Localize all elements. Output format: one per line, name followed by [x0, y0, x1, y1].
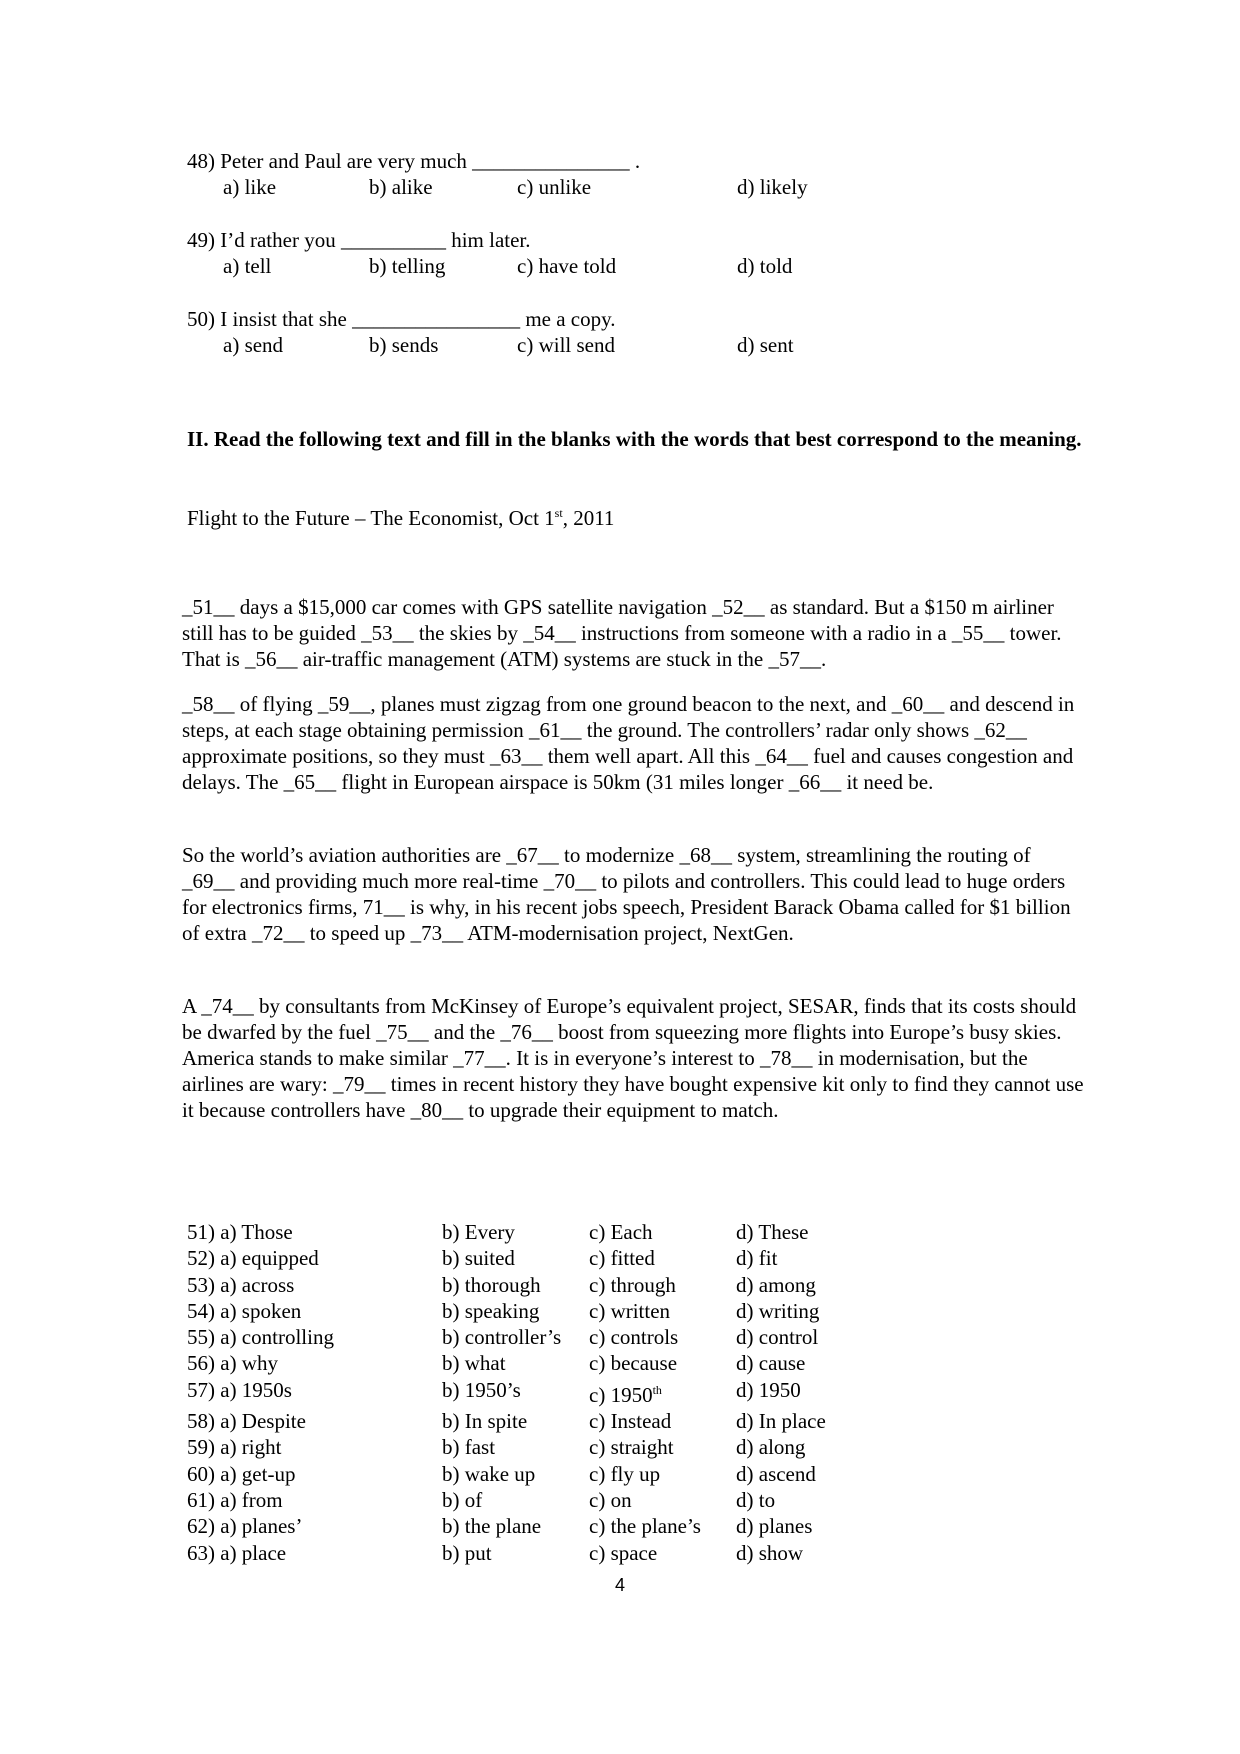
answer-c: c) fly up: [589, 1461, 661, 1486]
answer-d: d) fit: [736, 1246, 778, 1271]
answer-row: [187, 1513, 826, 1539]
question-stem: 48) Peter and Paul are very much _______________ .: [187, 149, 641, 173]
option-d: d) told: [737, 254, 793, 278]
answer-row: [187, 1298, 826, 1324]
answer-row: [187, 1408, 826, 1434]
answer-a: 63) a) place: [187, 1540, 287, 1565]
option-a: a) like: [223, 175, 277, 199]
answer-d: d) These: [736, 1220, 809, 1244]
answer-d: d) cause: [736, 1351, 806, 1376]
answer-c: c) controls: [589, 1325, 679, 1350]
option-a: a) tell: [223, 254, 272, 278]
answer-c: c) through: [589, 1272, 676, 1297]
option-d: d) likely: [737, 175, 808, 199]
option-d: d) sent: [737, 333, 794, 357]
answer-b: b) In spite: [442, 1409, 528, 1434]
answer-c: [589, 1377, 736, 1408]
option-c: c) will send: [517, 333, 615, 357]
option-b: b) telling: [369, 254, 446, 278]
answer-a: 62) a) planes’: [187, 1514, 303, 1539]
passage-paragraph-1: _51__ days a $15,000 car comes with GPS satellite navigation _52__ as standard. But a $150 m airliner still has to be guided _53__ the skies by _54__ instructions from someone with a radio in a _55__ tower. That is _56__ air-traffic management (ATM) systems are stuck in the _57__.: [182, 595, 1062, 671]
option-a: a) send: [223, 333, 284, 357]
answer-b: b) Every: [442, 1220, 515, 1244]
page-number: 4: [614, 1575, 625, 1595]
passage-paragraph-2: _58__ of flying _59__, planes must zigzag from one ground beacon to the next, and _60__ and descend in steps, at each stage obtaining permission _61__ the ground. The controllers’ radar only shows _62__ approximate positions, so they must _63__ them well apart. All this _64__ fuel and causes congestion and delays. The _65__ flight in European airspace is 50km (31 miles longer _66__ it need be.: [182, 692, 1075, 794]
answer-c-superscript: th: [652, 1382, 662, 1397]
answer-row: [187, 1487, 826, 1513]
answer-b: b) controller’s: [442, 1325, 562, 1350]
answer-options-table: [187, 1219, 826, 1566]
source-superscript: st: [554, 506, 563, 520]
passage-paragraph-4: A _74__ by consultants from McKinsey of Europe’s equivalent project, SESAR, finds that its costs should be dwarfed by the fuel _75__ and the _76__ boost from squeezing more flights into Europe’s busy skies. America stands to make similar _77__. It is in everyone’s interest to _78__ in modernisation, but the airlines are wary: _79__ times in recent history they have bought expensive kit only to find they cannot use it because controllers have _80__ to upgrade their equipment to match.: [182, 994, 1084, 1122]
answer-d: d) planes: [736, 1514, 813, 1539]
option-c: c) have told: [517, 254, 617, 278]
answer-row: [187, 1219, 826, 1245]
question-stem: 50) I insist that she ________________ me a copy.: [187, 307, 616, 331]
answer-a: 57) a) 1950s: [187, 1377, 292, 1402]
answer-b: b) the plane: [442, 1514, 542, 1539]
question-49: [187, 227, 887, 279]
question-48: [187, 148, 887, 200]
passage-paragraph-3: So the world’s aviation authorities are _67__ to modernize _68__ system, streamlining the routing of _69__ and providing much more real-time _70__ to pilots and controllers. This could lead to huge orders for electronics firms, 71__ is why, in his recent jobs speech, President Barack Obama called for $1 billion of extra _72__ to speed up _73__ ATM-modernisation project, NextGen.: [182, 843, 1071, 945]
question-options: [187, 332, 887, 358]
answer-c: c) straight: [589, 1435, 674, 1460]
answer-b: b) put: [442, 1540, 492, 1565]
answer-d: d) control: [736, 1325, 819, 1350]
answer-d: d) ascend: [736, 1461, 816, 1486]
answer-c: c) space: [589, 1540, 658, 1565]
answer-c: c) Instead: [589, 1409, 672, 1434]
section-heading: II. Read the following text and fill in the blanks with the words that best correspond to the meaning.: [187, 427, 1082, 451]
question-50: [187, 306, 887, 358]
answer-row: [187, 1324, 826, 1350]
option-b: b) alike: [369, 175, 433, 199]
answer-row: [187, 1461, 826, 1487]
option-b: b) sends: [369, 333, 439, 357]
answer-d: d) along: [736, 1435, 806, 1460]
answer-d: d) In place: [736, 1409, 826, 1434]
question-stem: 49) I’d rather you __________ him later.: [187, 228, 531, 252]
answer-b: b) suited: [442, 1246, 515, 1271]
question-options: [187, 253, 887, 279]
answer-row: [187, 1540, 826, 1566]
answer-c: c) because: [589, 1351, 678, 1376]
answer-c: c) written: [589, 1298, 671, 1323]
option-c: c) unlike: [517, 175, 592, 199]
answer-c: c) the plane’s: [589, 1514, 701, 1539]
answer-a: 54) a) spoken: [187, 1298, 302, 1323]
answer-row: [187, 1350, 826, 1376]
answer-d: d) 1950: [736, 1377, 801, 1402]
answer-a: 60) a) get-up: [187, 1461, 296, 1486]
answer-c: c) Each: [589, 1220, 653, 1244]
source-year: , 2011: [562, 506, 615, 530]
question-options: [187, 174, 887, 200]
answer-b: b) what: [442, 1351, 506, 1376]
answer-b: b) speaking: [442, 1298, 540, 1323]
answer-a: 51) a) Those: [187, 1220, 293, 1244]
answer-row: [187, 1377, 826, 1408]
article-source: [187, 500, 614, 531]
answer-d: d) writing: [736, 1298, 820, 1323]
answer-d: d) among: [736, 1272, 816, 1297]
answer-d: d) show: [736, 1540, 804, 1565]
answer-a: 55) a) controlling: [187, 1325, 334, 1350]
answer-b: b) fast: [442, 1435, 496, 1460]
answer-d: d) to: [736, 1487, 776, 1512]
answer-b: b) of: [442, 1487, 483, 1512]
answer-row: [187, 1434, 826, 1460]
answer-a: 59) a) right: [187, 1435, 282, 1460]
answer-c: c) fitted: [589, 1246, 655, 1271]
answer-c-text: c) 1950: [589, 1382, 653, 1407]
answer-a: 61) a) from: [187, 1487, 283, 1512]
answer-a: 53) a) across: [187, 1272, 295, 1297]
answer-row: [187, 1245, 826, 1271]
answer-row: [187, 1272, 826, 1298]
answer-b: b) wake up: [442, 1461, 536, 1486]
answer-c: c) on: [589, 1487, 632, 1512]
answer-b: b) thorough: [442, 1272, 541, 1297]
answer-b: b) 1950’s: [442, 1377, 521, 1402]
source-text: Flight to the Future – The Economist, Oct 1: [187, 506, 555, 530]
answer-a: 52) a) equipped: [187, 1246, 319, 1271]
answer-a: 56) a) why: [187, 1351, 278, 1376]
answer-a: 58) a) Despite: [187, 1409, 306, 1434]
